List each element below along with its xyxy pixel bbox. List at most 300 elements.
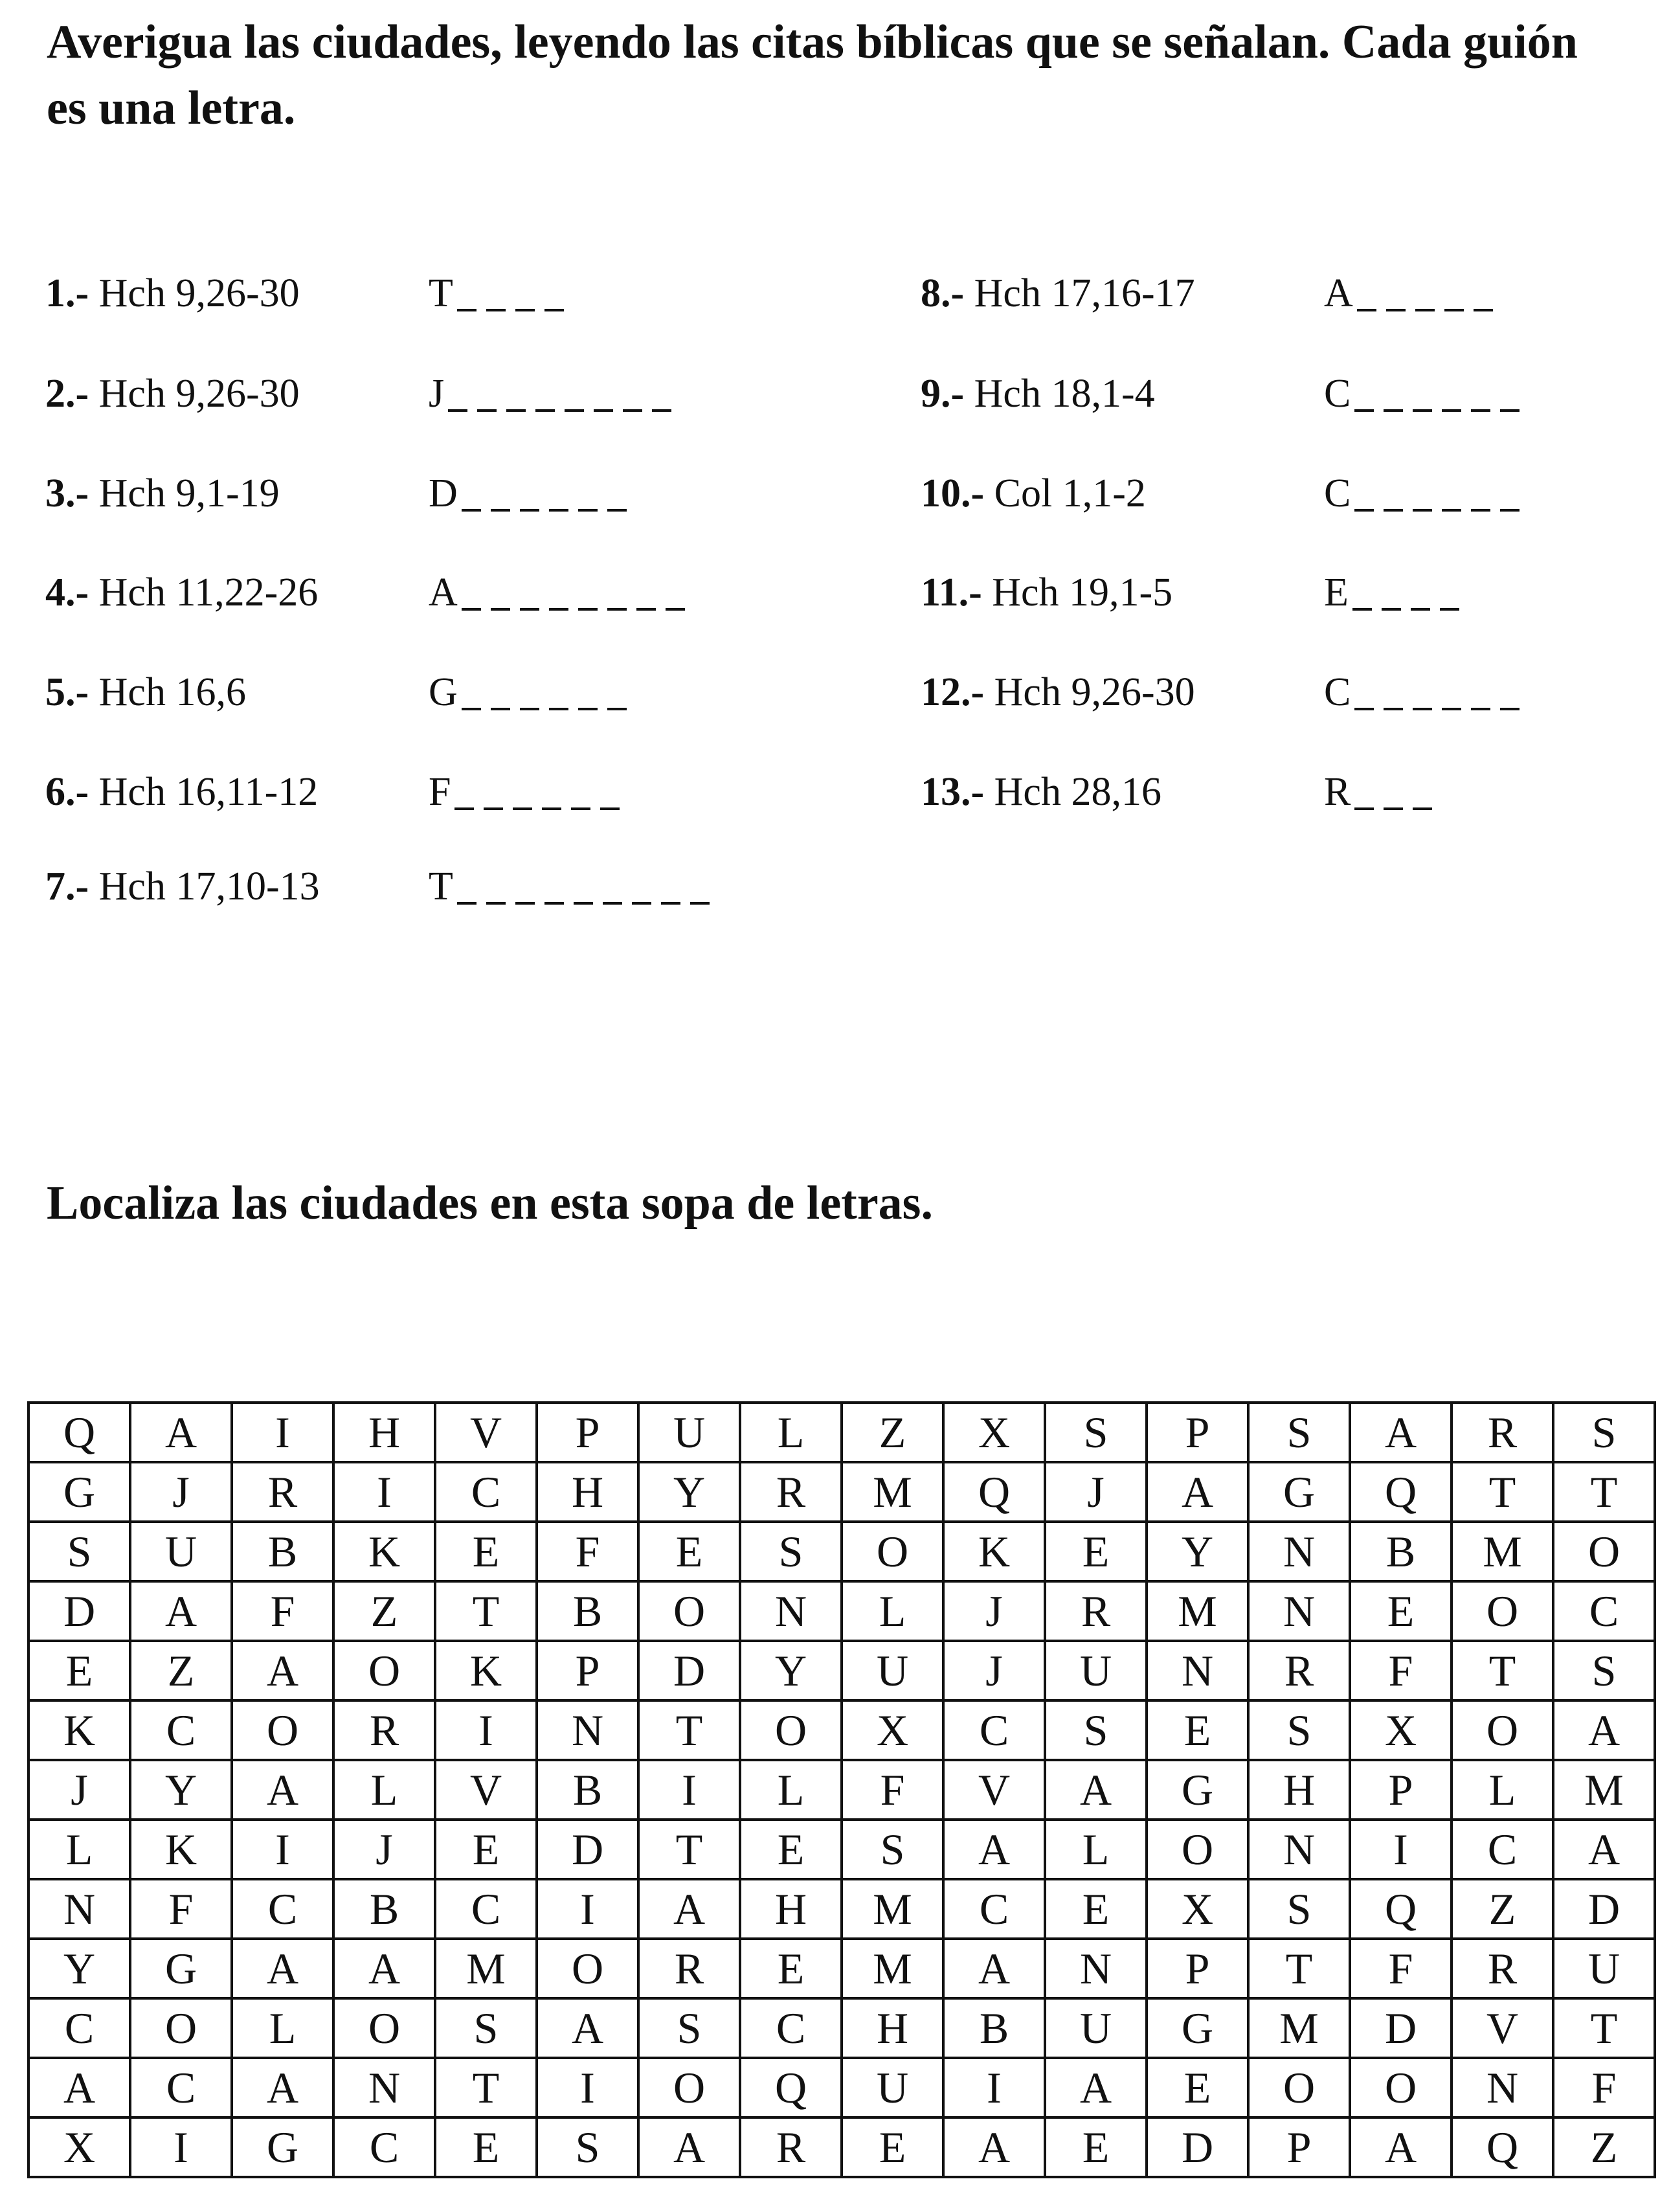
grid-cell[interactable]: S [1248,1879,1350,1939]
grid-cell[interactable]: A [638,1879,740,1939]
grid-cell[interactable]: U [1045,1998,1147,2058]
grid-cell[interactable]: S [740,1522,842,1581]
letter-blank [484,807,503,810]
grid-cell[interactable]: I [232,1820,333,1879]
answer-field[interactable] [429,861,719,912]
grid-cell[interactable]: Q [1452,2117,1553,2177]
grid-cell[interactable]: I [232,1403,333,1462]
grid-cell[interactable]: A [232,2058,333,2117]
grid-cell[interactable]: R [740,2117,842,2177]
question-number: 3.- [45,471,89,515]
grid-cell[interactable]: R [232,1462,333,1522]
grid-cell[interactable]: R [638,1939,740,1998]
grid-cell[interactable]: X [943,1403,1045,1462]
question-reference [921,468,1146,519]
grid-cell[interactable]: P [1147,1403,1248,1462]
grid-cell[interactable]: D [638,1641,740,1700]
bible-citation: Hch 17,16-17 [964,271,1195,315]
grid-cell[interactable]: E [435,1522,537,1581]
answer-first-letter: J [429,372,445,416]
letter-blank [607,708,627,710]
grid-cell[interactable]: T [435,1581,537,1641]
grid-cell[interactable]: T [1452,1641,1553,1700]
grid-cell[interactable]: N [1452,2058,1553,2117]
question-reference [45,368,300,420]
grid-cell[interactable]: I [943,2058,1045,2117]
grid-cell[interactable]: I [537,2058,638,2117]
grid-cell[interactable]: Z [333,1581,435,1641]
question-number: 6.- [45,770,89,814]
grid-cell[interactable]: B [1350,1522,1452,1581]
grid-cell[interactable]: D [1147,2117,1248,2177]
letter-blank [661,902,680,905]
question-reference [45,267,300,319]
letter-blank [607,509,627,512]
grid-cell[interactable]: S [1248,1403,1350,1462]
grid-cell[interactable]: H [333,1403,435,1462]
grid-cell[interactable]: S [1045,1403,1147,1462]
grid-row [28,1700,1655,1760]
letter-blank [448,409,467,412]
grid-cell[interactable]: E [740,1939,842,1998]
letter-blank [1500,708,1520,710]
grid-cell[interactable]: Z [1553,2117,1655,2177]
grid-cell[interactable]: L [740,1760,842,1820]
grid-cell[interactable]: Y [638,1462,740,1522]
letter-blank [457,902,477,905]
grid-cell[interactable]: J [333,1820,435,1879]
grid-cell[interactable]: C [1553,1581,1655,1641]
grid-cell[interactable]: L [232,1998,333,2058]
grid-cell[interactable]: M [1248,1998,1350,2058]
grid-cell[interactable]: N [1248,1581,1350,1641]
grid-cell[interactable]: X [1147,1879,1248,1939]
question-reference [921,567,1172,618]
answer-first-letter: F [429,770,451,814]
grid-cell[interactable]: G [28,1462,130,1522]
grid-cell[interactable]: C [130,1700,232,1760]
letter-blank [600,807,620,810]
grid-cell[interactable]: G [1147,1760,1248,1820]
grid-cell[interactable]: C [28,1998,130,2058]
grid-cell[interactable]: A [638,2117,740,2177]
grid-cell[interactable]: S [638,1998,740,2058]
grid-cell[interactable]: O [537,1939,638,1998]
answer-first-letter: A [429,570,458,615]
grid-cell[interactable]: E [740,1820,842,1879]
letter-blank [544,309,564,311]
grid-cell[interactable]: C [943,1879,1045,1939]
grid-cell[interactable]: S [1553,1641,1655,1700]
letter-blank [1384,509,1403,512]
letter-blank [477,409,497,412]
grid-cell[interactable]: F [130,1879,232,1939]
grid-cell[interactable]: C [130,2058,232,2117]
grid-cell[interactable]: N [740,1581,842,1641]
grid-cell[interactable]: Q [740,2058,842,2117]
grid-cell[interactable]: A [943,2117,1045,2177]
letter-blank [1352,608,1372,611]
grid-cell[interactable]: A [28,2058,130,2117]
answer-first-letter: D [429,471,458,515]
question-reference [45,766,318,818]
grid-cell[interactable]: S [1045,1700,1147,1760]
grid-cell[interactable]: I [130,2117,232,2177]
grid-cell[interactable]: T [638,1700,740,1760]
bible-citation: Hch 9,26-30 [89,372,300,416]
grid-cell[interactable]: N [28,1879,130,1939]
grid-cell[interactable]: S [842,1820,943,1879]
answer-field[interactable] [1324,368,1529,420]
grid-cell[interactable]: V [435,1760,537,1820]
grid-cell[interactable]: O [1452,1581,1553,1641]
grid-cell[interactable]: O [1553,1522,1655,1581]
grid-cell[interactable]: J [28,1760,130,1820]
grid-cell[interactable]: T [1248,1939,1350,1998]
grid-cell[interactable]: M [842,1879,943,1939]
grid-cell[interactable]: G [130,1939,232,1998]
grid-cell[interactable]: O [1350,2058,1452,2117]
grid-cell[interactable]: R [1452,1939,1553,1998]
grid-cell[interactable]: O [842,1522,943,1581]
letter-blank [462,608,481,611]
grid-cell[interactable]: K [333,1522,435,1581]
grid-cell[interactable]: A [1350,2117,1452,2177]
letter-blank [1471,708,1490,710]
grid-cell[interactable]: C [943,1700,1045,1760]
answer-field[interactable] [429,766,629,818]
grid-cell[interactable]: H [1248,1760,1350,1820]
question-number: 11.- [921,570,982,615]
grid-cell[interactable]: F [1350,1641,1452,1700]
grid-cell[interactable]: D [1553,1879,1655,1939]
grid-cell[interactable]: Y [1147,1522,1248,1581]
bible-citation: Hch 16,11-12 [89,770,319,814]
grid-cell[interactable]: M [842,1939,943,1998]
grid-cell[interactable]: C [435,1462,537,1522]
question-number: 4.- [45,570,89,615]
question-reference [45,468,280,519]
question-number: 13.- [921,770,985,814]
letter-blank [1354,409,1374,412]
grid-row [28,1462,1655,1522]
letter-blank [578,708,598,710]
grid-cell[interactable]: B [943,1998,1045,2058]
grid-cell[interactable]: M [1452,1522,1553,1581]
grid-cell[interactable]: A [1045,2058,1147,2117]
letter-blank [1354,708,1374,710]
answer-field[interactable] [429,267,574,319]
grid-cell[interactable]: E [638,1522,740,1581]
grid-cell[interactable]: P [1147,1939,1248,1998]
letter-blank [666,608,685,611]
grid-cell[interactable]: M [842,1462,943,1522]
answer-field[interactable] [1324,666,1529,718]
grid-cell[interactable]: A [130,1581,232,1641]
answer-field[interactable] [429,666,636,718]
grid-cell[interactable]: T [435,2058,537,2117]
grid-cell[interactable]: A [130,1403,232,1462]
grid-cell[interactable]: U [1045,1641,1147,1700]
grid-cell[interactable]: N [537,1700,638,1760]
letter-blank [607,608,627,611]
grid-cell[interactable]: S [1553,1403,1655,1462]
grid-cell[interactable]: Z [1452,1879,1553,1939]
grid-cell[interactable]: E [28,1641,130,1700]
grid-cell[interactable]: F [232,1581,333,1641]
grid-cell[interactable]: I [1350,1820,1452,1879]
grid-cell[interactable]: Y [740,1641,842,1700]
grid-cell[interactable]: A [333,1939,435,1998]
grid-cell[interactable]: F [537,1522,638,1581]
grid-cell[interactable]: Q [28,1403,130,1462]
grid-cell[interactable]: E [1045,2117,1147,2177]
grid-cell[interactable]: S [537,2117,638,2177]
grid-cell[interactable]: G [1147,1998,1248,2058]
grid-cell[interactable]: K [435,1641,537,1700]
grid-cell[interactable]: A [1147,1462,1248,1522]
grid-cell[interactable]: M [1147,1581,1248,1641]
grid-cell[interactable]: R [740,1462,842,1522]
grid-cell[interactable]: A [1045,1760,1147,1820]
grid-cell[interactable]: A [537,1998,638,2058]
grid-cell[interactable]: X [28,2117,130,2177]
grid-cell[interactable]: B [232,1522,333,1581]
grid-cell[interactable]: L [740,1403,842,1462]
letter-blank [594,409,613,412]
bible-citation: Hch 18,1-4 [964,372,1155,416]
grid-cell[interactable]: K [130,1820,232,1879]
letter-blank [549,509,568,512]
letter-blank [1384,409,1403,412]
answer-first-letter: T [429,271,453,315]
letter-blank [457,309,477,311]
grid-cell[interactable]: C [333,2117,435,2177]
letter-blank [652,409,671,412]
bible-citation: Col 1,1-2 [984,471,1146,515]
letter-blank [491,708,510,710]
letter-blank [1471,509,1490,512]
grid-cell[interactable]: N [1147,1641,1248,1700]
letter-blank [1500,509,1520,512]
grid-cell[interactable]: L [1045,1820,1147,1879]
grid-cell[interactable]: Z [130,1641,232,1700]
grid-cell[interactable]: V [943,1760,1045,1820]
question-number: 9.- [921,372,965,416]
grid-cell[interactable]: E [1147,1700,1248,1760]
grid-cell[interactable]: N [1248,1820,1350,1879]
grid-cell[interactable]: Y [28,1939,130,1998]
grid-cell[interactable]: Y [130,1760,232,1820]
grid-cell[interactable]: T [1452,1462,1553,1522]
letter-blank [1384,708,1403,710]
grid-cell[interactable]: O [130,1998,232,2058]
grid-cell[interactable]: H [537,1462,638,1522]
grid-cell[interactable]: L [333,1760,435,1820]
grid-cell[interactable]: J [943,1581,1045,1641]
grid-cell[interactable]: N [1248,1522,1350,1581]
grid-cell[interactable]: Z [842,1403,943,1462]
grid-cell[interactable]: F [842,1760,943,1820]
grid-cell[interactable]: Q [1350,1879,1452,1939]
grid-cell[interactable]: O [1452,1700,1553,1760]
grid-cell[interactable]: A [232,1939,333,1998]
grid-row [28,1998,1655,2058]
grid-cell[interactable]: G [232,2117,333,2177]
grid-cell[interactable]: E [1045,1879,1147,1939]
answer-field[interactable] [1324,567,1469,618]
grid-cell[interactable]: S [435,1998,537,2058]
grid-cell[interactable]: U [842,1641,943,1700]
grid-row [28,1820,1655,1879]
grid-cell[interactable]: X [1350,1700,1452,1760]
grid-cell[interactable]: C [1452,1820,1553,1879]
grid-cell[interactable]: U [638,1403,740,1462]
grid-cell[interactable]: O [1147,1820,1248,1879]
grid-cell[interactable]: P [1248,2117,1350,2177]
grid-cell[interactable]: N [1045,1939,1147,1998]
grid-row [28,1641,1655,1700]
letter-blank [578,608,598,611]
question-reference [921,368,1155,420]
letter-blank [565,409,584,412]
grid-cell[interactable]: M [435,1939,537,1998]
grid-cell[interactable]: T [1553,1462,1655,1522]
grid-cell[interactable]: B [537,1760,638,1820]
grid-cell[interactable]: G [1248,1462,1350,1522]
grid-cell[interactable]: E [1350,1581,1452,1641]
grid-cell[interactable]: D [28,1581,130,1641]
letter-blank [574,902,593,905]
answer-field[interactable] [1324,267,1503,319]
grid-cell[interactable]: E [435,2117,537,2177]
answer-field[interactable] [1324,766,1442,818]
answer-field[interactable] [429,567,695,618]
grid-cell[interactable]: V [1452,1998,1553,2058]
answer-field[interactable] [429,368,681,420]
grid-cell[interactable]: Q [1350,1462,1452,1522]
question-number: 12.- [921,670,985,714]
bible-citation: Hch 9,1-19 [89,471,280,515]
grid-cell[interactable]: A [1553,1820,1655,1879]
answer-field[interactable] [1324,468,1529,519]
letter-blank [1474,309,1493,311]
grid-cell[interactable]: U [130,1522,232,1581]
grid-cell[interactable]: K [28,1700,130,1760]
letter-blank [578,509,598,512]
grid-cell[interactable]: V [435,1403,537,1462]
grid-cell[interactable]: T [638,1820,740,1879]
grid-cell[interactable]: T [1553,1998,1655,2058]
grid-cell[interactable]: E [1045,1522,1147,1581]
grid-cell[interactable]: B [537,1581,638,1641]
grid-row [28,1581,1655,1641]
grid-cell[interactable]: X [842,1700,943,1760]
grid-cell[interactable]: L [28,1820,130,1879]
grid-cell[interactable]: E [435,1820,537,1879]
grid-cell[interactable]: S [1248,1700,1350,1760]
grid-cell[interactable]: K [943,1522,1045,1581]
grid-cell[interactable]: J [943,1641,1045,1700]
letter-blank [491,509,510,512]
grid-cell[interactable]: A [1553,1700,1655,1760]
grid-cell[interactable]: P [537,1403,638,1462]
grid-cell[interactable]: R [1045,1581,1147,1641]
grid-cell[interactable]: C [232,1879,333,1939]
grid-cell[interactable]: U [1553,1939,1655,1998]
grid-cell[interactable]: A [232,1760,333,1820]
grid-cell[interactable]: L [1452,1760,1553,1820]
question-number: 5.- [45,670,89,714]
grid-cell[interactable]: H [740,1879,842,1939]
letter-blank [1500,409,1520,412]
grid-cell[interactable]: L [842,1581,943,1641]
grid-cell[interactable]: C [435,1879,537,1939]
grid-cell[interactable]: F [1553,2058,1655,2117]
grid-cell[interactable]: P [537,1641,638,1700]
letter-blank [1413,409,1432,412]
grid-cell[interactable]: F [1350,1939,1452,1998]
question-reference [45,861,320,912]
grid-cell[interactable]: R [333,1700,435,1760]
grid-cell[interactable]: H [842,1998,943,2058]
letter-blank [623,409,642,412]
grid-cell[interactable]: A [232,1641,333,1700]
grid-cell[interactable]: R [1452,1403,1553,1462]
grid-cell[interactable]: C [740,1998,842,2058]
letter-blank [542,807,561,810]
grid-cell[interactable]: D [1350,1998,1452,2058]
answer-field[interactable] [429,468,636,519]
grid-cell[interactable]: O [232,1700,333,1760]
letter-blank [1442,708,1461,710]
grid-cell[interactable]: I [537,1879,638,1939]
grid-cell[interactable]: R [1248,1641,1350,1700]
grid-cell[interactable]: J [130,1462,232,1522]
answer-first-letter: T [429,864,453,909]
grid-cell[interactable]: O [333,1641,435,1700]
grid-cell[interactable]: B [333,1879,435,1939]
grid-cell[interactable]: I [435,1700,537,1760]
grid-cell[interactable]: D [537,1820,638,1879]
question-reference [921,267,1195,319]
grid-cell[interactable]: A [943,1820,1045,1879]
grid-cell[interactable]: A [1350,1403,1452,1462]
grid-cell[interactable]: S [28,1522,130,1581]
grid-cell[interactable]: E [842,2117,943,2177]
letter-blank [1411,608,1430,611]
grid-cell[interactable]: I [638,1760,740,1820]
grid-cell[interactable]: O [333,1998,435,2058]
grid-row [28,2058,1655,2117]
grid-cell[interactable]: U [842,2058,943,2117]
question-reference [921,666,1195,718]
grid-cell[interactable]: Q [943,1462,1045,1522]
grid-cell[interactable]: O [740,1700,842,1760]
letter-blank [603,902,622,905]
grid-cell[interactable]: P [1350,1760,1452,1820]
grid-cell[interactable]: N [333,2058,435,2117]
grid-cell[interactable]: J [1045,1462,1147,1522]
answer-first-letter: A [1324,271,1353,315]
grid-cell[interactable]: O [638,2058,740,2117]
grid-cell[interactable]: O [638,1581,740,1641]
grid-cell[interactable]: E [1147,2058,1248,2117]
grid-cell[interactable]: O [1248,2058,1350,2117]
grid-cell[interactable]: A [943,1939,1045,1998]
grid-cell[interactable]: M [1553,1760,1655,1820]
grid-cell[interactable]: I [333,1462,435,1522]
